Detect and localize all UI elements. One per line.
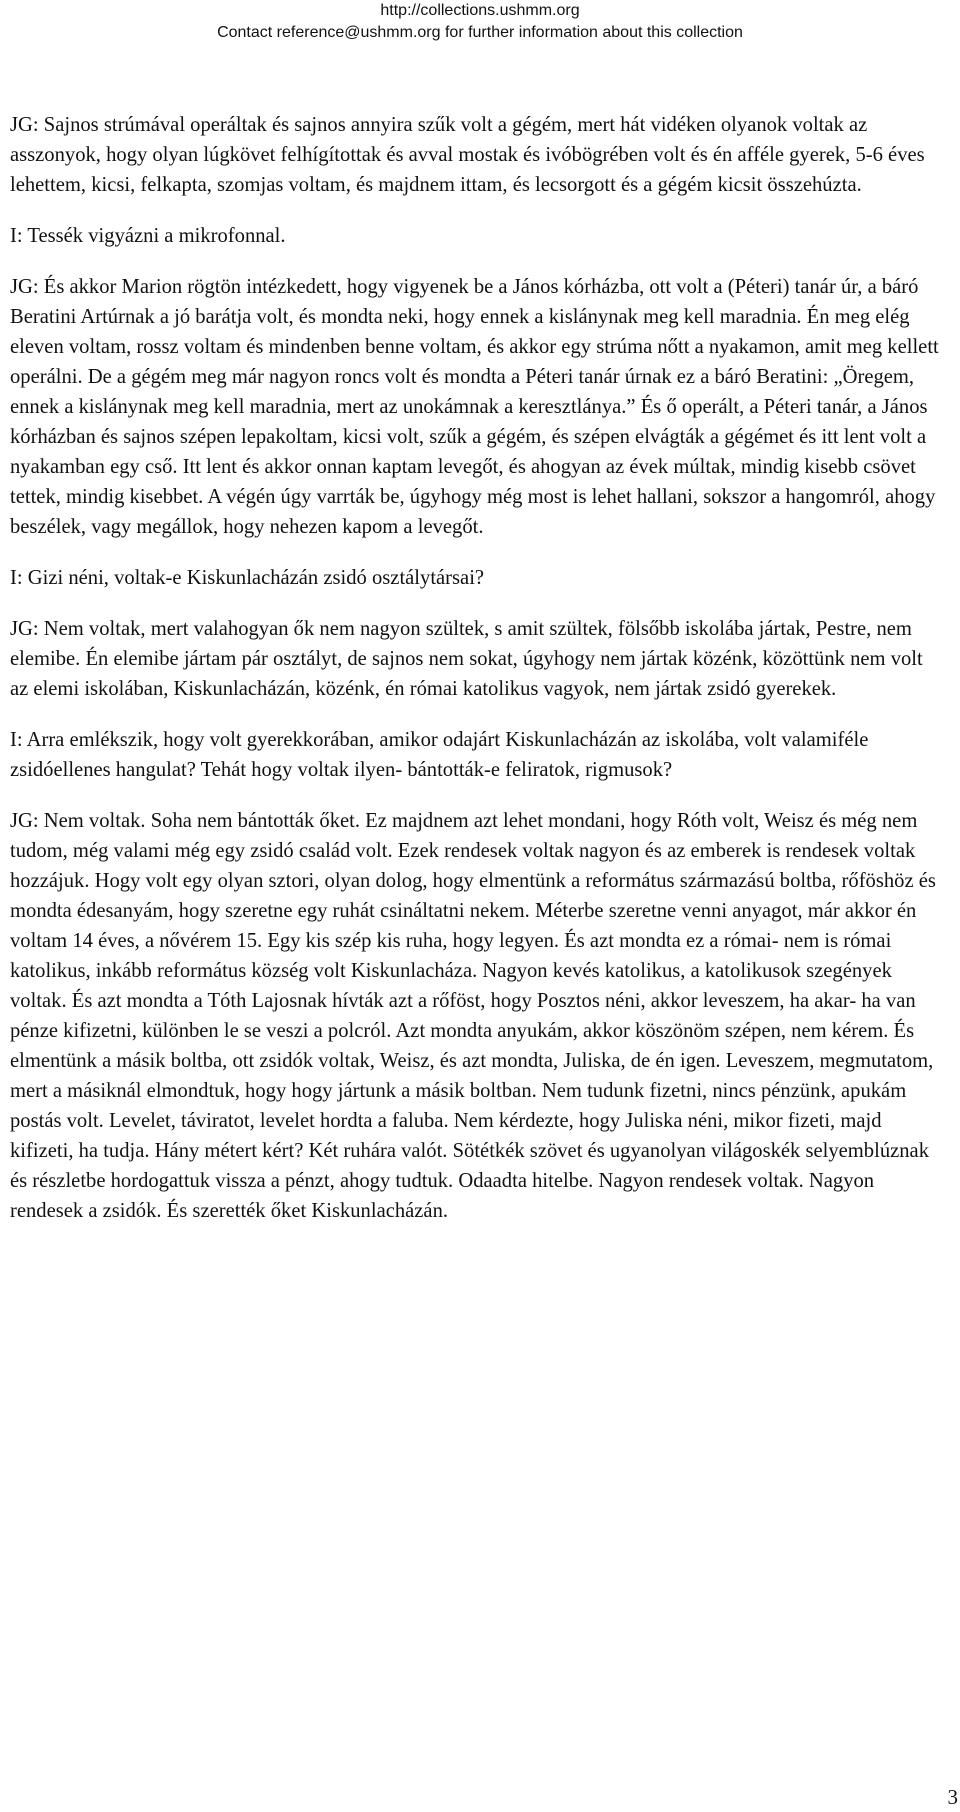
- transcript-paragraph-3: JG: És akkor Marion rögtön intézkedett, hogy vigyenek be a János kórházba, ott volt a (Péteri) tanár úr, a báró Beratini Artúrnak a jó barátja volt, és mondta neki, hogy ennek a kislánynak meg kell maradnia. Én meg elég eleven voltam, rossz voltam és mindenben benne voltam, és akkor egy strúma nőtt a nyakamon, amit meg kellett operálni. De a gégém meg már nagyon roncs volt és mondta a Péteri tanár úrnak ez a báró Beratini: „Öregem, ennek a kislánynak meg kell maradnia, mert az unokámnak a keresztlánya.” És ő operált, a Péteri tanár, a János kórházban és sajnos szépen lepakoltam, kicsi volt, szűk a gégém, és szépen elvágták a gégémet és itt lent volt a nyakamban egy cső. Itt lent és akkor onnan kaptam levegőt, és ahogyan az évek múltak, mindig kisebb csövet tettek, mindig kisebbet. A végén úgy varrták be, úgyhogy még most is lehet hallani, sokszor a hangomról, ahogy beszélek, vagy megállok, hogy nehezen kapom a levegőt.: [10, 276, 939, 538]
- contact-line: Contact reference@ushmm.org for further information about this collection: [217, 24, 743, 41]
- transcript-paragraph-4: I: Gizi néni, voltak-e Kiskunlacházán zsidó osztálytársai?: [10, 567, 485, 589]
- transcript-paragraph-5: JG: Nem voltak, mert valahogyan ők nem nagyon szültek, s amit szültek, fölsőbb iskolába jártak, Pestre, nem elemibe. Én elemibe jártam pár osztályt, de sajnos nem sokat, úgyhogy nem jártak közénk, közöttünk nem volt az elemi iskolában, Kiskunlacházán, közénk, én római katolikus vagyok, nem jártak zsidó gyerekek.: [10, 618, 923, 700]
- transcript-body: [10, 110, 942, 1247]
- transcript-paragraph-7: JG: Nem voltak. Soha nem bántották őket. Ez majdnem azt lehet mondani, hogy Róth volt, Weisz és még nem tudom, még valami még egy zsidó család volt. Ezek rendesek voltak nagyon és az emberek is rendesek voltak hozzájuk. Hogy volt egy olyan sztori, olyan dolog, hogy elmentünk a református származású boltba, rőföshöz és mondta édesanyám, hogy szeretne egy ruhát csináltatni nekem. Méterbe szeretne venni anyagot, már akkor én voltam 14 éves, a nővérem 15. Egy kis szép kis ruha, hogy legyen. És azt mondta ez a római- nem is római katolikus, inkább református község volt Kiskunlacháza. Nagyon kevés katolikus, a katolikusok szegények voltak. És azt mondta a Tóth Lajosnak hívták azt a rőföst, hogy Posztos néni, akkor leveszem, ha akar- ha van pénze kifizetni, különben le se veszi a polcról. Azt mondta anyukám, akkor köszönöm szépen, nem kérem. És elmentünk a másik boltba, ott zsidók voltak, Weisz, és azt mondta, Juliska, de én igen. Leveszem, megmutatom, mert a másiknál elmondtuk, hogy hogy jártunk a másik boltban. Nem tudunk fizetni, nincs pénzünk, apukám postás volt. Levelet, táviratot, levelet hordta a faluba. Nem kérdezte, hogy Juliska néni, mikor fizeti, majd kifizeti, ha tudja. Hány métert kért? Két ruhára valót. Sötétkék szövet és ugyanolyan világoskék selyemblúznak és részletbe hordogattuk vissza a pénzt, ahogy tudtuk. Odaadta hitelbe. Nagyon rendesek voltak. Nagyon rendesek a zsidók. És szerették őket Kiskunlacházán.: [10, 810, 936, 1222]
- transcript-paragraph-1: JG: Sajnos strúmával operáltak és sajnos annyira szűk volt a gégém, mert hát vidéken olyanok voltak az asszonyok, hogy olyan lúgkövet felhígítottak és avval mostak és ivóbögrében volt és én afféle gyerek, 5-6 éves lehettem, kicsi, felkapta, szomjas voltam, és majdnem ittam, és lecsorgott és a gégém kicsit összehúzta.: [10, 114, 925, 196]
- page-number: 3: [947, 1785, 958, 1809]
- collection-url: http://collections.ushmm.org: [380, 2, 580, 19]
- transcript-paragraph-2: I: Tessék vigyázni a mikrofonnal.: [10, 225, 286, 247]
- page-header: [0, 0, 960, 44]
- transcript-paragraph-6: I: Arra emlékszik, hogy volt gyerekkorában, amikor odajárt Kiskunlacházán az iskolába, volt valamiféle zsidóellenes hangulat? Tehát hogy voltak ilyen- bántották-e feliratok, rigmusok?: [10, 729, 869, 781]
